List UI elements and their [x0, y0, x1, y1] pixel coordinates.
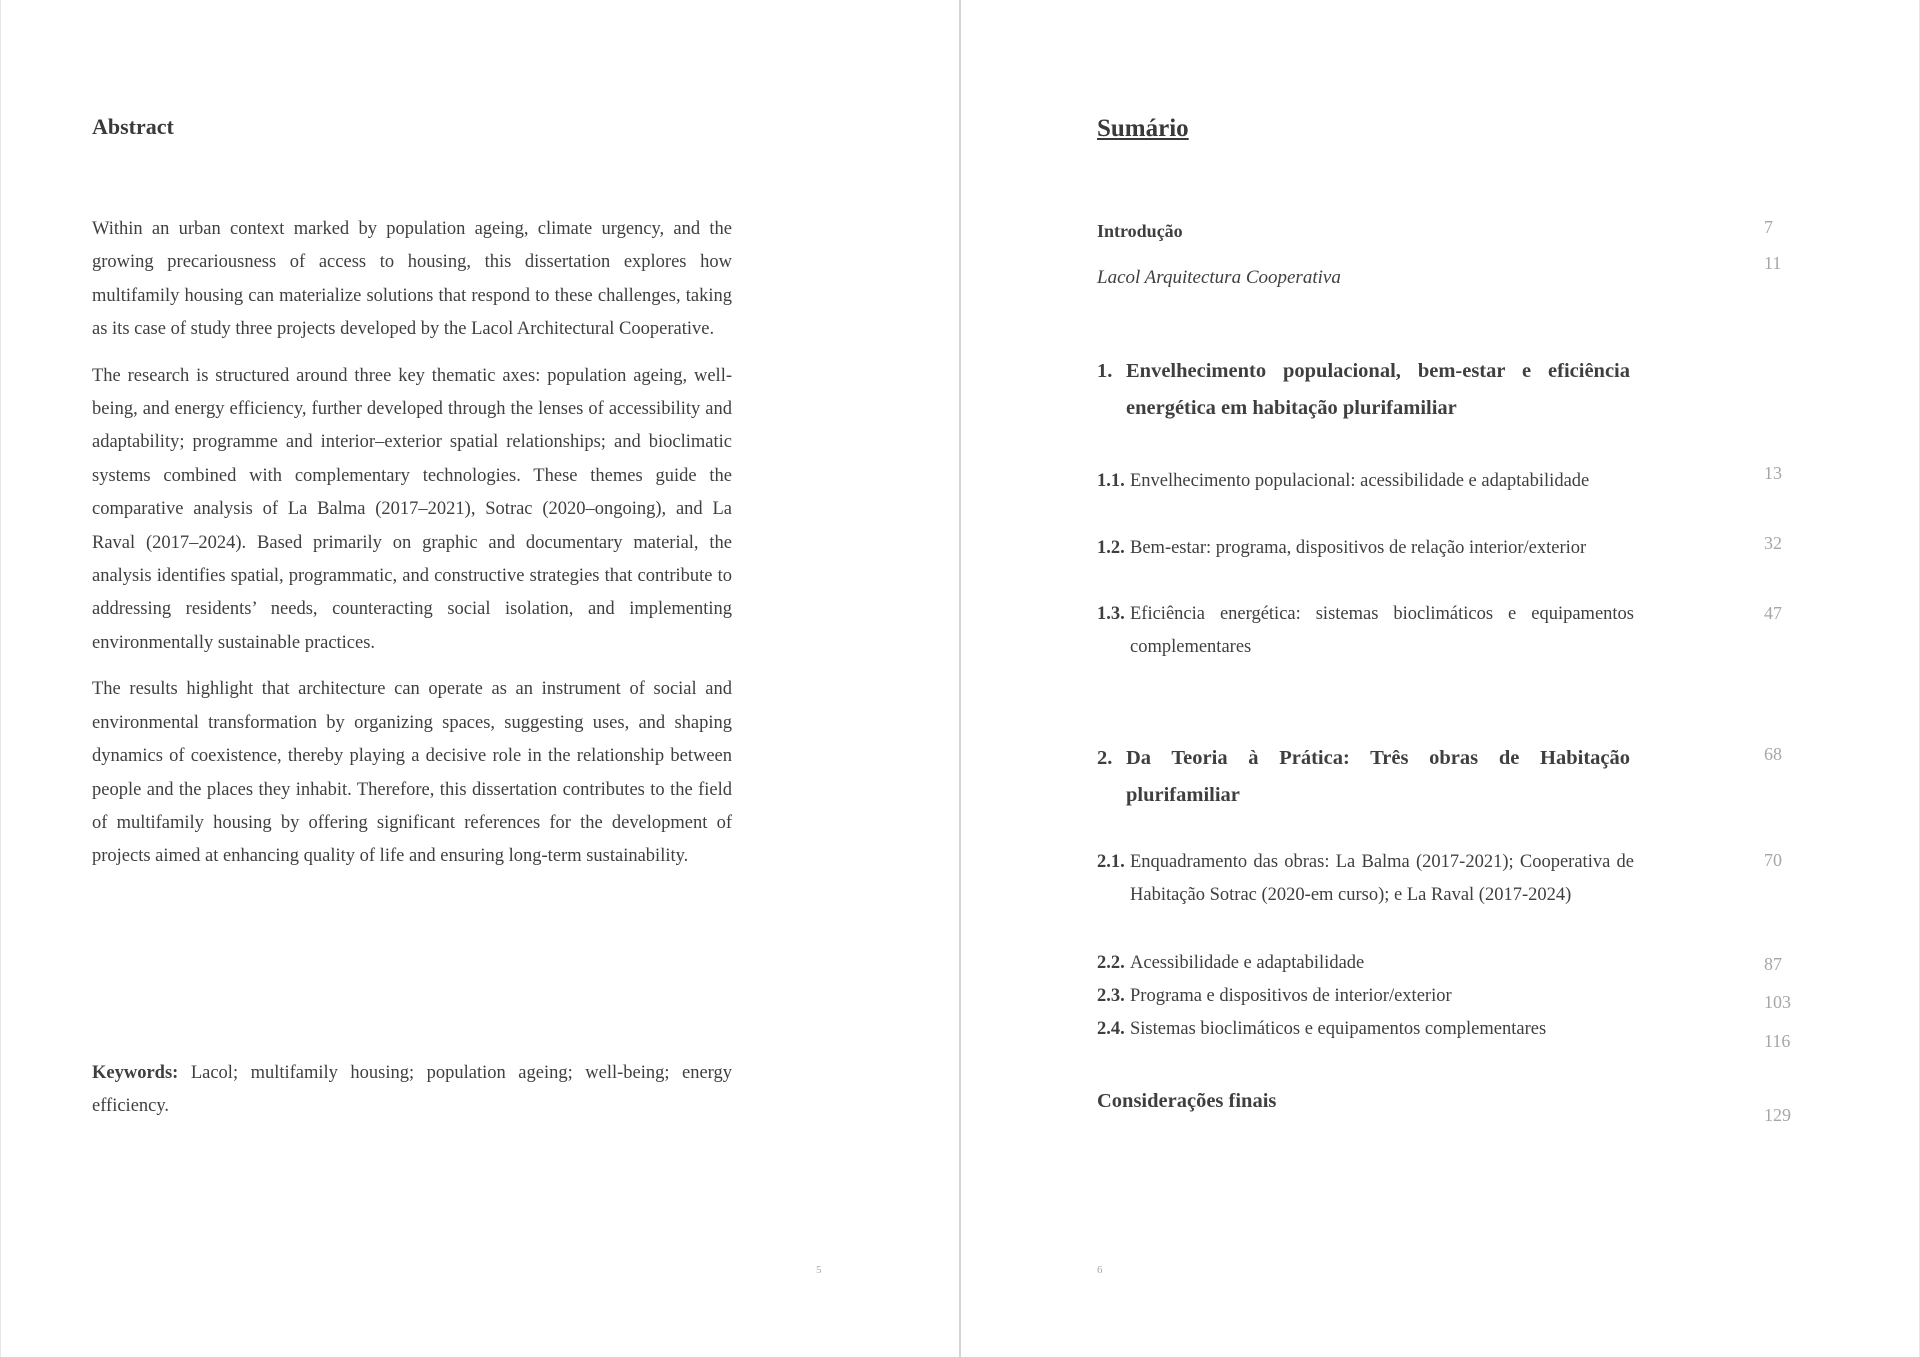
toc-page-1-3: 47 [1764, 603, 1782, 623]
abstract-paragraph-2: The research is structured around three key thematic axes: population ageing, well-being, and energy efficiency, further developed through the lenses of accessibility and adaptability; programme and interior–exterior spatial relationships; and bioclimatic systems combined with complementary technologies. These themes guide the comparative analysis of La Balma (2017–2021), Sotrac (2020–ongoing), and La Raval (2017–2024). Based primarily on graphic and documentary material, the analysis identifies spatial, programmatic, and constructive strategies that contribute to addressing residents’ needs, counteracting social isolation, and implementing environmentally sustainable practices. [92, 365, 732, 653]
chapter-title: Da Teoria à Prática: Três obras de Habitação plurifamiliar [1126, 747, 1630, 806]
toc-sub-2-2 [1097, 947, 1634, 980]
right-page [961, 0, 1920, 1357]
sub-label: Envelhecimento populacional: acessibilidade e adaptabilidade [1130, 471, 1590, 491]
sub-label: Acessibilidade e adaptabilidade [1130, 953, 1365, 973]
toc-chapter-1 [1097, 353, 1630, 427]
sub-number: 2.4. [1097, 1019, 1125, 1039]
toc-page-2: 68 [1764, 744, 1782, 764]
toc-entry-lacol: Lacol Arquitectura Cooperativa [1097, 267, 1341, 288]
toc-sub-2-1 [1097, 846, 1634, 913]
toc-page-1-2: 32 [1764, 533, 1782, 553]
toc-page-2-2: 87 [1764, 954, 1782, 974]
sub-label: Programa e dispositivos de interior/exterior [1130, 986, 1452, 1006]
sub-label: Bem-estar: programa, dispositivos de relação interior/exterior [1130, 538, 1587, 558]
chapter-number: 2. [1097, 747, 1113, 769]
abstract-body [92, 213, 732, 887]
sub-label: Sistemas bioclimáticos e equipamentos complementares [1130, 1019, 1547, 1039]
toc-chapter-2 [1097, 740, 1630, 814]
toc-sub-1-1 [1097, 465, 1634, 498]
toc-sub-1-3 [1097, 598, 1634, 665]
page-number-right: 6 [1097, 1264, 1103, 1276]
sub-label: Enquadramento das obras: La Balma (2017-2021); Cooperativa de Habitação Sotrac (2020-em curso); e La Raval (2017-2024) [1130, 852, 1634, 906]
page-number-left: 5 [816, 1264, 822, 1276]
sub-number: 2.1. [1097, 852, 1125, 872]
toc-title: Sumário [1097, 115, 1189, 142]
sub-number: 1.3. [1097, 604, 1125, 624]
toc-page-introducao: 7 [1764, 217, 1773, 237]
toc-entry-consideracoes-finais: Considerações finais [1097, 1090, 1277, 1112]
toc-entry-introducao: Introdução [1097, 221, 1183, 241]
abstract-paragraph-3: The results highlight that architecture can operate as an instrument of social and environmental transformation by organizing spaces, suggesting uses, and shaping dynamics of coexistence, thereby playing a decisive role in the relationship between people and the places they inhabit. Therefore, this dissertation contributes to the field of multifamily housing by offering significant references for the development of projects aimed at enhancing quality of life and ensuring long-term sustainability. [92, 679, 732, 867]
toc-page-2-3: 103 [1764, 992, 1791, 1012]
toc-page-1-1: 13 [1764, 463, 1782, 483]
toc-page-consideracoes-finais: 129 [1764, 1105, 1791, 1125]
sub-number: 1.1. [1097, 471, 1125, 491]
toc-sub-2-3 [1097, 980, 1634, 1013]
keywords-text: Lacol; multifamily housing; population ageing; well-being; energy efficiency. [92, 1063, 732, 1117]
page-edge [0, 0, 1, 1357]
sub-number: 2.2. [1097, 953, 1125, 973]
sub-number: 1.2. [1097, 538, 1125, 558]
chapter-number: 1. [1097, 360, 1113, 382]
toc-page-2-1: 70 [1764, 850, 1782, 870]
sub-number: 2.3. [1097, 986, 1125, 1006]
keywords-label: Keywords: [92, 1063, 179, 1083]
chapter-title: Envelhecimento populacional, bem-estar e eficiência energética em habitação plurifamiliar [1126, 360, 1630, 419]
keywords [92, 1057, 732, 1124]
toc-page-lacol: 11 [1764, 253, 1782, 273]
sub-label: Eficiência energética: sistemas bioclimáticos e equipamentos complementares [1130, 604, 1634, 658]
toc-sub-2-4 [1097, 1013, 1634, 1046]
abstract-paragraph-1: Within an urban context marked by population ageing, climate urgency, and the growing precariousness of access to housing, this dissertation explores how multifamily housing can materialize solutions that respond to these challenges, taking as its case of study three projects developed by the Lacol Architectural Cooperative. [92, 219, 732, 340]
toc-page-2-4: 116 [1764, 1031, 1791, 1051]
toc-sub-1-2 [1097, 532, 1634, 565]
left-page [0, 0, 959, 1357]
abstract-title: Abstract [92, 114, 174, 139]
